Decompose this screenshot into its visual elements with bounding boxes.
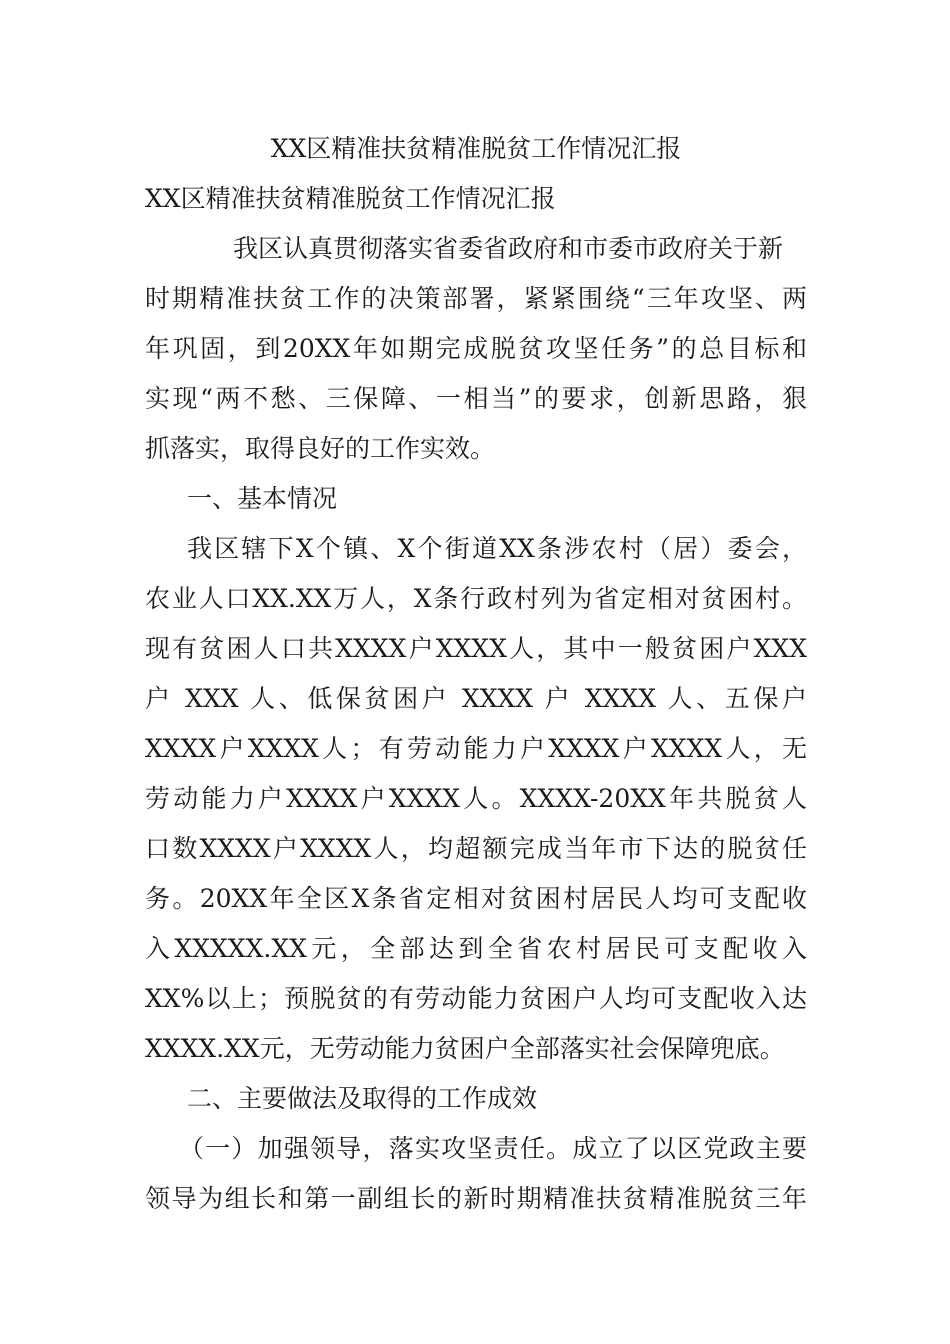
document-title: XX区精准扶贫精准脱贫工作情况汇报 [270, 134, 682, 163]
intro-line: 我区认真贯彻落实省委省政府和市委市政府关于新 [233, 234, 784, 263]
body-line: 劳动能力户XXXX户XXXX人。XXXX-20XX年共脱贫人 [145, 784, 807, 813]
body-line: （一）加强领导，落实攻坚责任。成立了以区党政主要 [179, 1134, 807, 1163]
measures-paragraph [145, 1124, 807, 1224]
body-line: 务。20XX年全区X条省定相对贫困村居民人均可支配收 [145, 884, 807, 913]
body-line: 入XXXXX.XX元，全部达到全省农村居民可支配收入 [145, 934, 807, 963]
intro-line: 时期精准扶贫工作的决策部署，紧紧围绕“三年攻坚、两 [145, 284, 807, 313]
intro-paragraph [145, 224, 807, 474]
body-line: 户 XXX 人、低保贫困户 XXXX 户 XXXX 人、五保户 [145, 684, 807, 713]
body-line: 农业人口XX.XX万人，X条行政村列为省定相对贫困村。 [145, 584, 807, 613]
body-line: XXXX户XXXX人；有劳动能力户XXXX户XXXX人，无 [145, 734, 807, 763]
document-subtitle: XX区精准扶贫精准脱贫工作情况汇报 [145, 184, 556, 213]
section-heading-basic: 一、基本情况 [187, 484, 338, 513]
document-page [145, 124, 807, 1224]
intro-line: 年巩固，到20XX年如期完成脱贫攻坚任务”的总目标和 [145, 334, 807, 363]
body-line: XXXX.XX元，无劳动能力贫困户全部落实社会保障兜底。 [145, 1034, 785, 1063]
body-line: 现有贫困人口共XXXX户XXXX人，其中一般贫困户XXX [145, 634, 807, 663]
body-line: 领导为组长和第一副组长的新时期精准扶贫精准脱贫三年 [145, 1184, 807, 1213]
section-heading-measures: 二、主要做法及取得的工作成效 [187, 1084, 538, 1113]
intro-line: 抓落实，取得良好的工作实效。 [145, 434, 496, 463]
body-line: XX%以上；预脱贫的有劳动能力贫困户人均可支配收入达 [145, 984, 807, 1013]
body-line: 我区辖下X个镇、X个街道XX条涉农村（居）委会， [187, 534, 807, 563]
basic-situation-paragraph [145, 524, 807, 1074]
intro-line: 实现“两不愁、三保障、一相当”的要求，创新思路，狠 [145, 384, 807, 413]
body-line: 口数XXXX户XXXX人，均超额完成当年市下达的脱贫任 [145, 834, 807, 863]
